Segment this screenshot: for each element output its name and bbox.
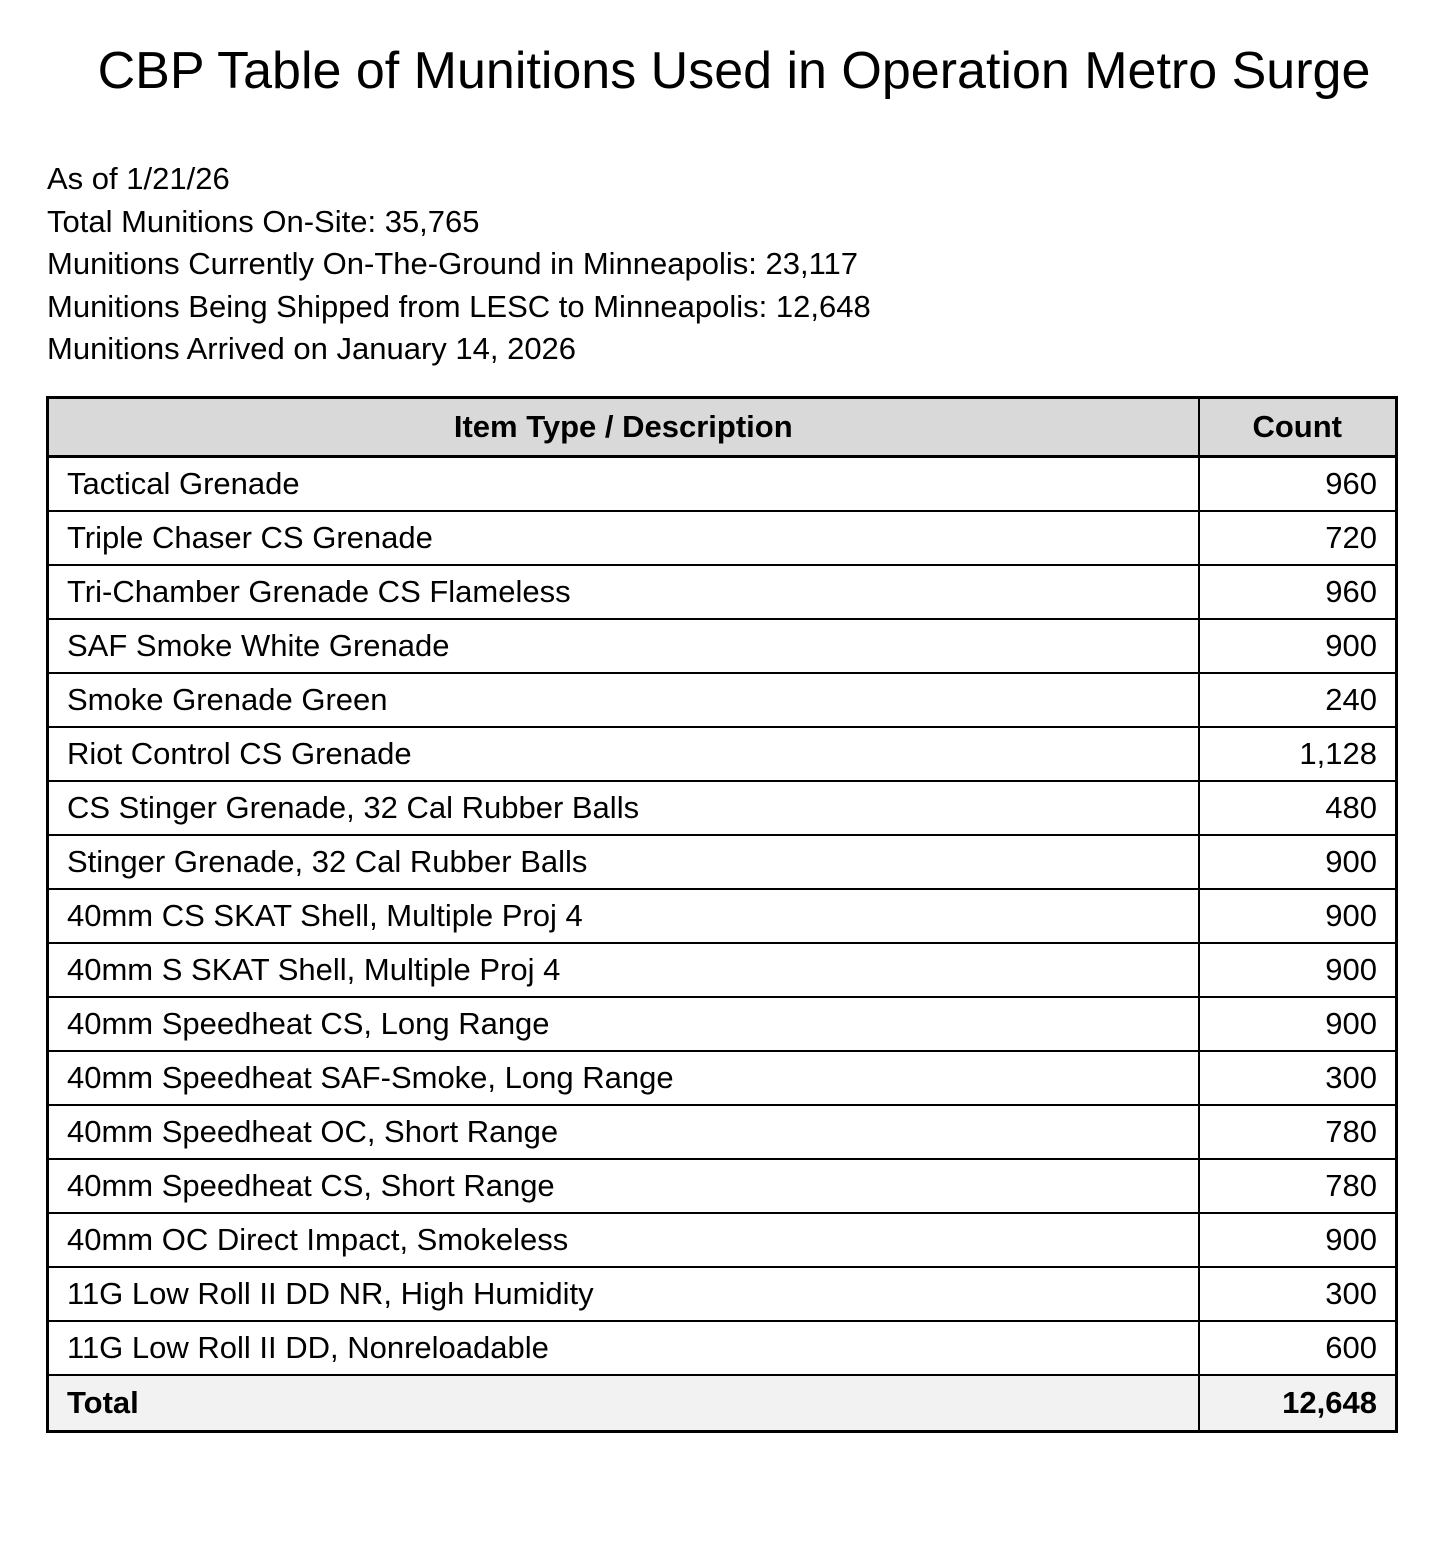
as-of-date: As of 1/21/26	[47, 161, 230, 196]
item-count: 900	[1199, 1213, 1397, 1267]
item-description: Smoke Grenade Green	[48, 673, 1199, 727]
table-row	[48, 1321, 1397, 1375]
item-count: 300	[1199, 1051, 1397, 1105]
item-description: 40mm OC Direct Impact, Smokeless	[48, 1213, 1199, 1267]
item-count: 900	[1199, 889, 1397, 943]
table-row	[48, 619, 1397, 673]
munitions-table	[46, 396, 1398, 1433]
table-row	[48, 943, 1397, 997]
item-count: 900	[1199, 835, 1397, 889]
table-row	[48, 1213, 1397, 1267]
table-row	[48, 1051, 1397, 1105]
being-shipped-count: Munitions Being Shipped from LESC to Minneapolis: 12,648	[47, 288, 871, 324]
item-count: 300	[1199, 1267, 1397, 1321]
item-count: 720	[1199, 511, 1397, 565]
table-row	[48, 889, 1397, 943]
page-title: CBP Table of Munitions Used in Operation Metro Surge	[97, 42, 1371, 100]
arrival-note: Munitions Arrived on January 14, 2026	[47, 331, 577, 366]
item-description: 40mm Speedheat CS, Short Range	[48, 1159, 1199, 1213]
item-description: 40mm Speedheat OC, Short Range	[48, 1105, 1199, 1159]
item-description: Tactical Grenade	[48, 457, 1199, 512]
item-count: 900	[1199, 943, 1397, 997]
table-row	[48, 1105, 1397, 1159]
total-on-site: Total Munitions On-Site: 35,765	[47, 203, 480, 239]
table-row	[48, 1267, 1397, 1321]
table-row	[48, 1159, 1397, 1213]
table-row	[48, 511, 1397, 565]
table-row	[48, 565, 1397, 619]
item-description: 11G Low Roll II DD, Nonreloadable	[48, 1321, 1199, 1375]
table-row	[48, 781, 1397, 835]
total-row	[48, 1375, 1397, 1432]
item-description: SAF Smoke White Grenade	[48, 619, 1199, 673]
document-info	[47, 158, 871, 371]
table-header-row	[48, 398, 1397, 457]
item-count: 960	[1199, 565, 1397, 619]
item-description: 40mm Speedheat SAF-Smoke, Long Range	[48, 1051, 1199, 1105]
total-count: 12,648	[1199, 1375, 1397, 1432]
item-count: 780	[1199, 1105, 1397, 1159]
table-row	[48, 997, 1397, 1051]
item-description: 40mm CS SKAT Shell, Multiple Proj 4	[48, 889, 1199, 943]
table-row	[48, 835, 1397, 889]
item-description: Triple Chaser CS Grenade	[48, 511, 1199, 565]
on-the-ground-count: Munitions Currently On-The-Ground in Minneapolis: 23,117	[47, 246, 858, 281]
item-description: Tri-Chamber Grenade CS Flameless	[48, 565, 1199, 619]
item-count: 900	[1199, 619, 1397, 673]
item-description: 11G Low Roll II DD NR, High Humidity	[48, 1267, 1199, 1321]
item-count: 240	[1199, 673, 1397, 727]
column-header-description: Item Type / Description	[48, 398, 1199, 457]
total-label: Total	[48, 1375, 1199, 1432]
table-row	[48, 673, 1397, 727]
item-count: 1,128	[1199, 727, 1397, 781]
item-count: 960	[1199, 457, 1397, 512]
item-count: 480	[1199, 781, 1397, 835]
item-count: 900	[1199, 997, 1397, 1051]
item-count: 600	[1199, 1321, 1397, 1375]
item-description: CS Stinger Grenade, 32 Cal Rubber Balls	[48, 781, 1199, 835]
item-description: Stinger Grenade, 32 Cal Rubber Balls	[48, 835, 1199, 889]
item-description: Riot Control CS Grenade	[48, 727, 1199, 781]
column-header-count: Count	[1199, 398, 1397, 457]
item-description: 40mm Speedheat CS, Long Range	[48, 997, 1199, 1051]
table-row	[48, 727, 1397, 781]
item-count: 780	[1199, 1159, 1397, 1213]
item-description: 40mm S SKAT Shell, Multiple Proj 4	[48, 943, 1199, 997]
table-row	[48, 457, 1397, 512]
